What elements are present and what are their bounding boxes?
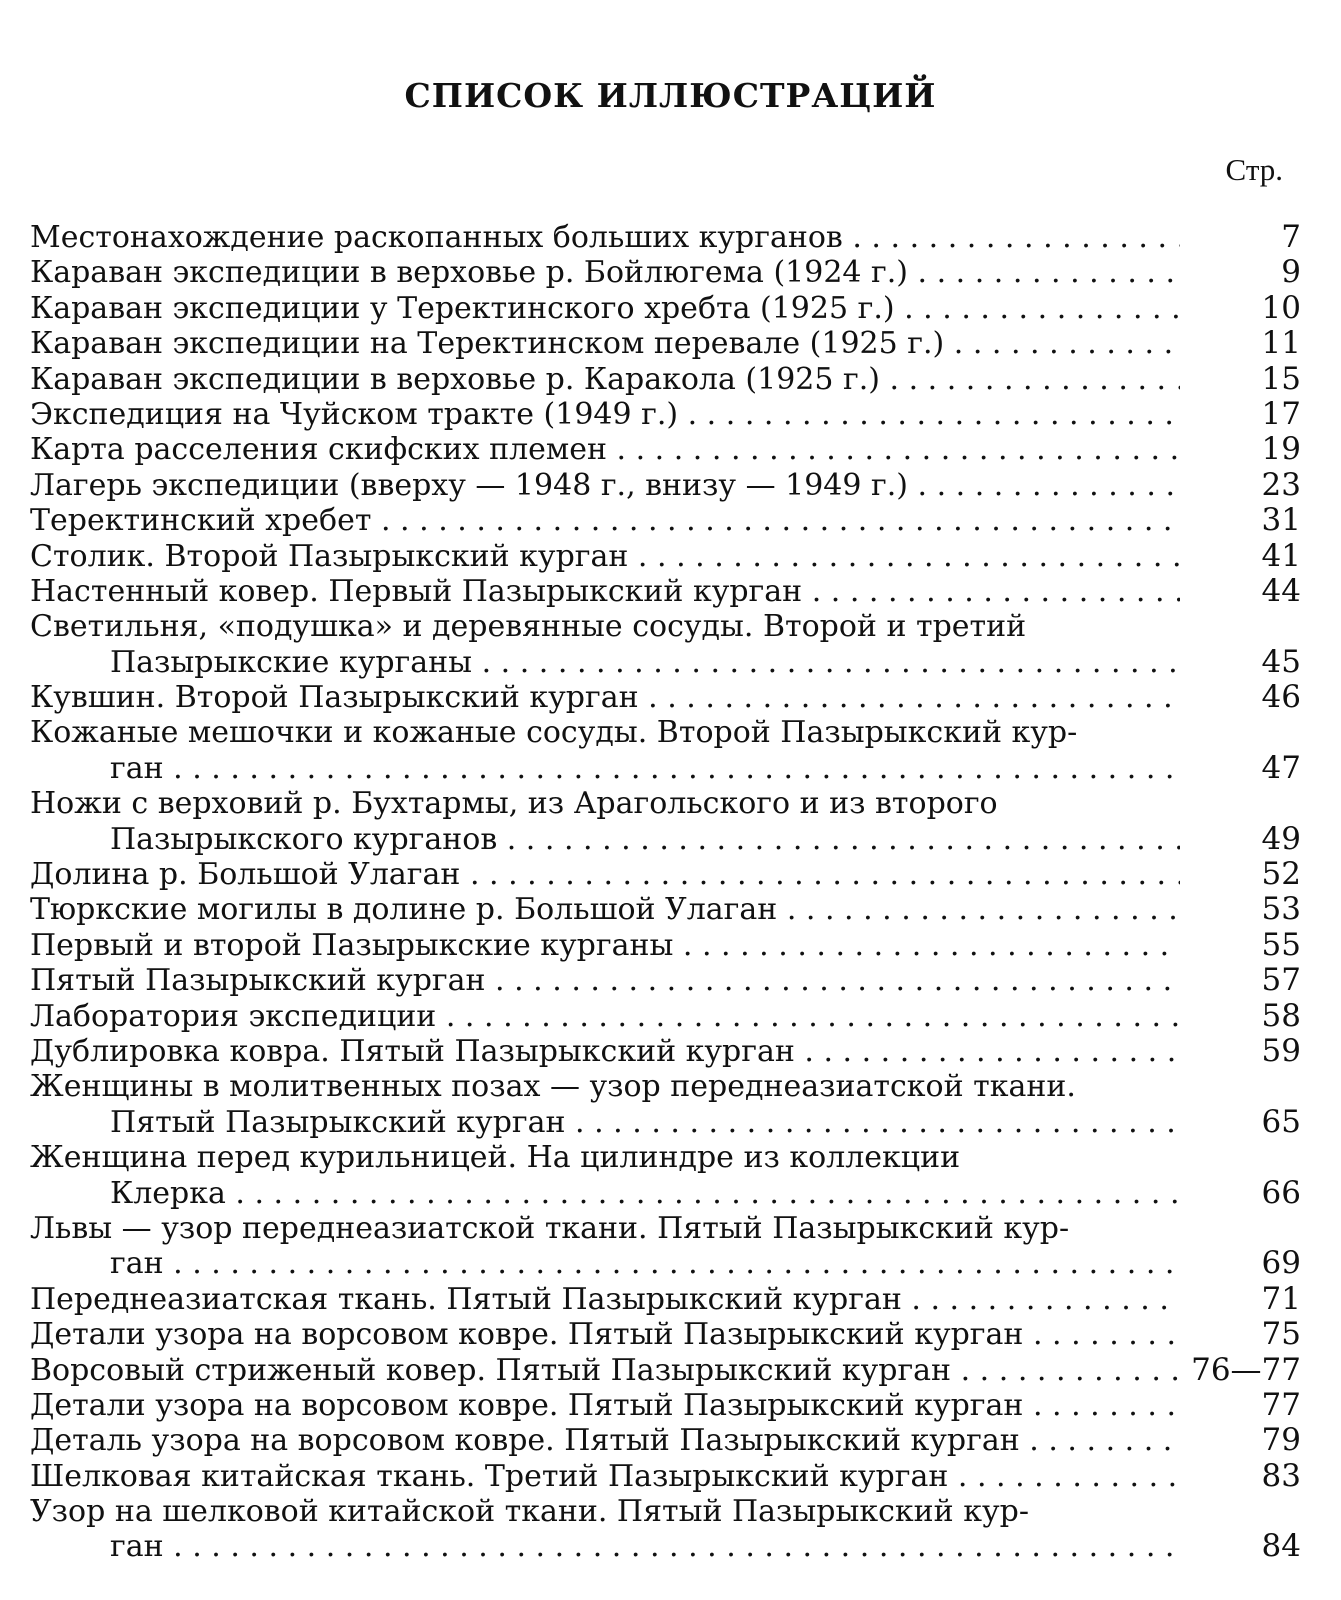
list-item [0, 539, 1341, 574]
entry-title [30, 503, 1180, 538]
list-item [0, 503, 1341, 538]
list-item [0, 857, 1341, 892]
entry-title [110, 1176, 1180, 1211]
entry-title [110, 645, 1180, 680]
list-item [0, 645, 1341, 680]
list-item [0, 574, 1341, 609]
list-item [0, 1140, 1341, 1175]
list-item [0, 680, 1341, 715]
entry-title [30, 539, 1180, 574]
list-item [0, 1529, 1341, 1564]
entry-title [30, 1494, 1180, 1529]
entry-page-number: 9 [1281, 254, 1301, 291]
entry-title-text: Женщины в молитвенных позах — узор переднеазиатской ткани. [30, 1069, 1076, 1105]
list-item [0, 432, 1341, 467]
list-item [0, 1069, 1341, 1104]
entry-title-text: Теректинский хребет . . . [30, 503, 1180, 538]
entry-page-number: 75 [1261, 1316, 1301, 1353]
entry-title [30, 1069, 1180, 1104]
entry-title-text: Местонахождение раскопанных больших курганов . . . [30, 220, 1180, 255]
entry-title-text: Дублировка ковра. Пятый Пазырыкский курган . . . [30, 1034, 1180, 1069]
list-item [0, 1317, 1341, 1352]
list-item [0, 999, 1341, 1034]
list-item [0, 1246, 1341, 1281]
list-item [0, 963, 1341, 998]
entry-page-number: 65 [1261, 1103, 1301, 1140]
entry-title-text: Лагерь экспедиции (вверху — 1948 г., внизу — 1949 г.) . . . [30, 468, 1180, 503]
list-item [0, 1353, 1341, 1388]
entry-title-text: Деталь узора на ворсовом ковре. Пятый Пазырыкский курган . . . [30, 1423, 1180, 1458]
entry-title [30, 291, 1180, 326]
entry-title [30, 1211, 1180, 1246]
entry-title-text: Ворсовый стриженый ковер. Пятый Пазырыкский курган . . . [30, 1353, 1180, 1388]
entry-title-text: Женщина перед курильницей. На цилиндре из коллекции [30, 1140, 961, 1176]
entry-page-number: 58 [1261, 997, 1301, 1034]
list-item [0, 892, 1341, 927]
entry-title [30, 963, 1180, 998]
entry-page-number: 77 [1261, 1386, 1301, 1423]
entry-title [30, 1140, 1180, 1175]
entry-title-text: Караван экспедиции в верховье р. Бойлюгема (1924 г.) . . . [30, 255, 1180, 290]
entry-title-text: Пазырыкского курганов . . . [110, 822, 1180, 857]
entry-page-number: 53 [1261, 891, 1301, 928]
entry-title [30, 928, 1180, 963]
entry-title [30, 1353, 1180, 1388]
entry-title-text: Экспедиция на Чуйском тракте (1949 г.) . . . [30, 397, 1180, 432]
list-item [0, 715, 1341, 750]
page-column-header: Стр. [1225, 152, 1283, 187]
entry-page-number: 41 [1261, 537, 1301, 574]
entry-title-text: Пятый Пазырыкский курган . . . [30, 963, 1180, 998]
entry-title [30, 574, 1180, 609]
entry-page-number: 17 [1261, 395, 1301, 432]
entry-title-text: ган . . . [110, 1246, 1180, 1281]
entry-title [30, 1034, 1180, 1069]
entry-title [30, 786, 1180, 821]
entry-title [30, 468, 1180, 503]
entry-page-number: 66 [1261, 1174, 1301, 1211]
entry-title [30, 1317, 1180, 1352]
entry-title-text: Настенный ковер. Первый Пазырыкский курган . . . [30, 574, 1180, 609]
illustration-list [0, 220, 1341, 1565]
list-item [0, 1176, 1341, 1211]
entry-page-number: 57 [1261, 962, 1301, 999]
entry-title-text: Тюркские могилы в долине р. Большой Улаган . . . [30, 892, 1180, 927]
entry-title-text: Переднеазиатская ткань. Пятый Пазырыкский курган . . . [30, 1282, 1180, 1317]
entry-page-number: 83 [1261, 1457, 1301, 1494]
entry-title [30, 255, 1180, 290]
entry-title [30, 892, 1180, 927]
entry-title-text: Столик. Второй Пазырыкский курган . . . [30, 539, 1180, 574]
list-item [0, 1282, 1341, 1317]
entry-title [30, 1423, 1180, 1458]
entry-page-number: 15 [1261, 360, 1301, 397]
entry-title [30, 609, 1180, 644]
entry-title-text: Шелковая китайская ткань. Третий Пазырыкский курган . . . [30, 1459, 1180, 1494]
entry-page-number: 49 [1261, 820, 1301, 857]
entry-title [30, 220, 1180, 255]
list-item [0, 1105, 1341, 1140]
entry-title [30, 715, 1180, 750]
list-item [0, 928, 1341, 963]
entry-title-text: Пазырыкские курганы . . . [110, 645, 1180, 680]
entry-title-text: Светильня, «подушка» и деревянные сосуды. Второй и третий [30, 609, 1027, 645]
list-item [0, 1494, 1341, 1529]
entry-title [30, 326, 1180, 361]
entry-page-number: 84 [1261, 1528, 1301, 1565]
entry-title-text: Кожаные мешочки и кожаные сосуды. Второй Пазырыкский кур- [30, 715, 1078, 751]
entry-title [30, 1459, 1180, 1494]
list-item [0, 751, 1341, 786]
entry-title [30, 857, 1180, 892]
list-item [0, 1459, 1341, 1494]
entry-title-text: Караван экспедиции на Теректинском перевале (1925 г.) . . . [30, 326, 1180, 361]
entry-page-number: 7 [1281, 219, 1301, 255]
entry-title-text: Детали узора на ворсовом ковре. Пятый Пазырыкский курган . . . [30, 1317, 1180, 1352]
entry-title-text: Клерка . . . [110, 1176, 1180, 1211]
entry-title-text: Пятый Пазырыкский курган . . . [110, 1105, 1180, 1140]
entry-page-number: 69 [1261, 1245, 1301, 1282]
list-item [0, 326, 1341, 361]
list-item [0, 362, 1341, 397]
entry-page-number: 31 [1261, 502, 1301, 539]
entry-title [110, 822, 1180, 857]
entry-page-number: 44 [1261, 572, 1301, 609]
entry-title [110, 1529, 1180, 1564]
entry-title-text: Караван экспедиции у Теректинского хребта (1925 г.) . . . [30, 291, 1180, 326]
list-item [0, 1034, 1341, 1069]
entry-title [30, 362, 1180, 397]
entry-page-number: 71 [1261, 1280, 1301, 1317]
list-item [0, 822, 1341, 857]
entry-page-number: 10 [1261, 289, 1301, 326]
page-title: СПИСОК ИЛЛЮСТРАЦИЙ [404, 76, 937, 115]
entry-title-text: Первый и второй Пазырыкские курганы . . . [30, 928, 1180, 963]
entry-title [30, 1388, 1180, 1423]
entry-title [30, 432, 1180, 467]
entry-title [30, 397, 1180, 432]
list-item [0, 397, 1341, 432]
entry-title [30, 999, 1180, 1034]
entry-title [30, 680, 1180, 715]
entry-page-number: 55 [1261, 926, 1301, 963]
list-item [0, 1423, 1341, 1458]
list-item [0, 291, 1341, 326]
entry-page-number: 46 [1261, 679, 1301, 716]
entry-title [110, 1246, 1180, 1281]
entry-title [110, 751, 1180, 786]
entry-title-text: Кувшин. Второй Пазырыкский курган . . . [30, 680, 1180, 715]
entry-title-text: Карта расселения скифских племен . . . [30, 432, 1180, 467]
entry-title-text: Узор на шелковой китайской ткани. Пятый Пазырыкский кур- [30, 1494, 1029, 1530]
list-item [0, 468, 1341, 503]
entry-page-number: 52 [1261, 856, 1301, 893]
entry-page-number: 76—77 [1191, 1351, 1301, 1388]
entry-title-text: Ножи с верховий р. Бухтармы, из Арагольского и из второго [30, 786, 998, 822]
entry-page-number: 11 [1261, 325, 1301, 362]
list-item [0, 786, 1341, 821]
entry-title-text: ган . . . [110, 751, 1180, 786]
entry-page-number: 45 [1261, 643, 1301, 680]
list-item [0, 609, 1341, 644]
entry-title-text: Караван экспедиции в верховье р. Каракола (1925 г.) . . . [30, 362, 1180, 397]
entry-page-number: 19 [1261, 431, 1301, 468]
entry-title-text: Львы — узор переднеазиатской ткани. Пятый Пазырыкский кур- [30, 1210, 1070, 1246]
entry-page-number: 79 [1261, 1422, 1301, 1459]
entry-title [30, 1282, 1180, 1317]
entry-page-number: 23 [1261, 466, 1301, 503]
entry-page-number: 59 [1261, 1032, 1301, 1069]
entry-title-text: ган . . . [110, 1529, 1180, 1564]
list-item [0, 1388, 1341, 1423]
entry-title-text: Лаборатория экспедиции . . . [30, 999, 1180, 1034]
entry-title-text: Детали узора на ворсовом ковре. Пятый Пазырыкский курган . . . [30, 1388, 1180, 1423]
entry-title-text: Долина р. Большой Улаган . . . [30, 857, 1180, 892]
entry-page-number: 47 [1261, 749, 1301, 786]
list-item [0, 255, 1341, 290]
list-item [0, 220, 1341, 255]
entry-title [110, 1105, 1180, 1140]
list-item [0, 1211, 1341, 1246]
